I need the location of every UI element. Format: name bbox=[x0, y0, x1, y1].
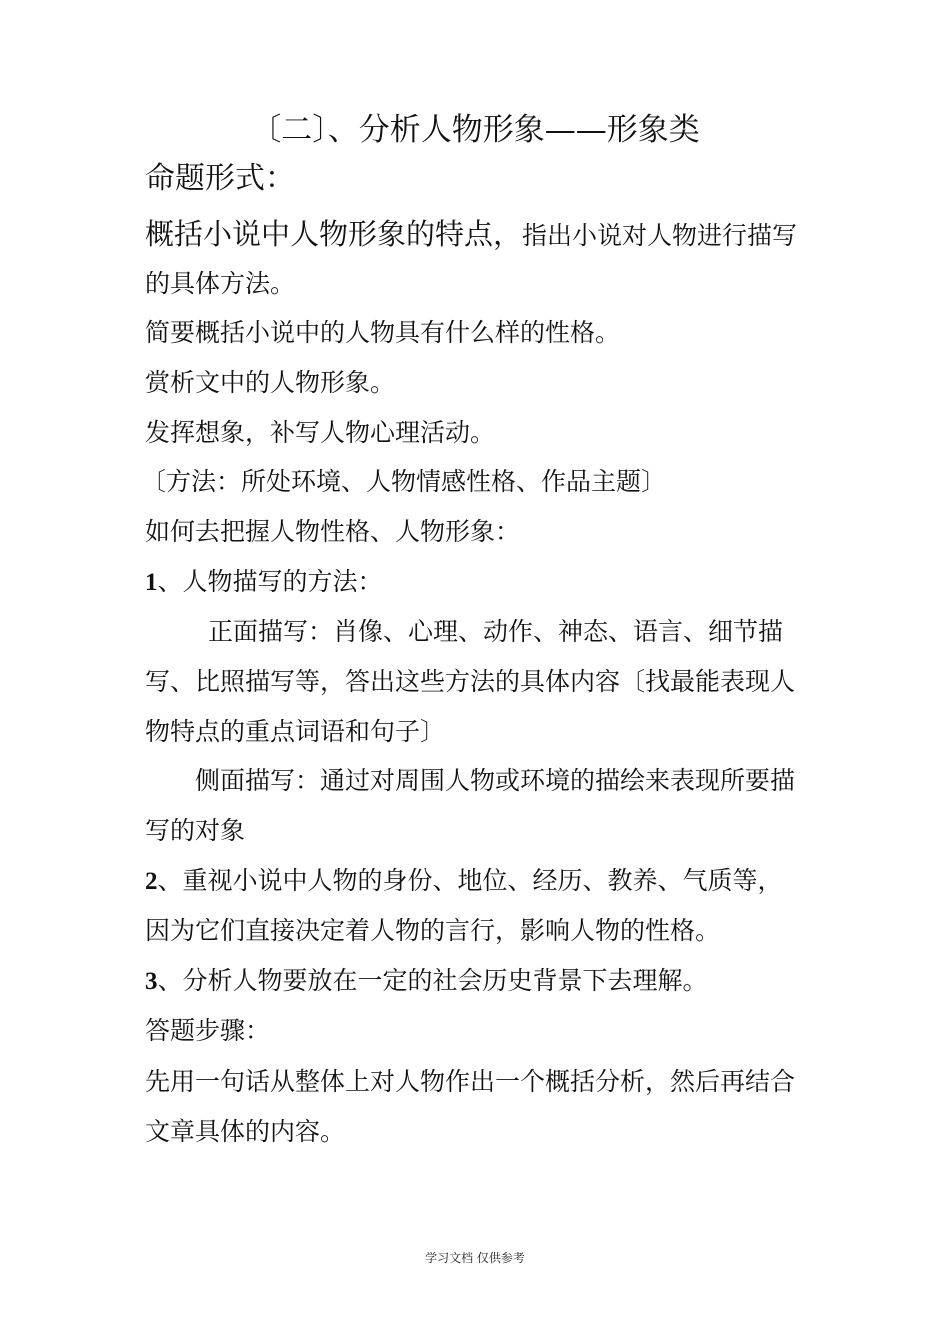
page-title: 〔二〕、分析人物形象——形象类 bbox=[250, 112, 700, 148]
point-3-number: 3 bbox=[145, 968, 158, 995]
point-1-number: 1 bbox=[145, 569, 158, 596]
forms-line-3: 简要概括小说中的人物具有什么样的性格。 bbox=[145, 318, 621, 347]
forms-line-2: 的具体方法。 bbox=[145, 269, 296, 298]
front-desc-line-3: 物特点的重点词语和句子〕 bbox=[145, 717, 446, 746]
how-heading: 如何去把握人物性格、人物形象： bbox=[145, 517, 521, 546]
steps-line-1: 先用一句话从整体上对人物作出一个概括分析，然后再结合 bbox=[145, 1067, 796, 1096]
front-desc-line-1: 正面描写：肖像、心理、动作、神态、语言、细节描 bbox=[208, 617, 784, 646]
side-desc-line-2: 写的对象 bbox=[145, 816, 246, 845]
heading-question-forms: 命题形式： bbox=[145, 161, 295, 196]
point-3 bbox=[145, 966, 708, 997]
forms-line-4: 赏析文中的人物形象。 bbox=[145, 368, 396, 397]
point-1-text: 、人物描写的方法： bbox=[157, 567, 383, 596]
forms-line-1 bbox=[145, 219, 797, 251]
point-2-line-1 bbox=[145, 866, 783, 897]
forms-line-1-large: 概括小说中人物形象的特点， bbox=[145, 217, 523, 251]
page-footer: 学习文档 仅供参考 bbox=[425, 1251, 525, 1265]
point-1 bbox=[145, 567, 383, 598]
side-desc-line-1: 侧面描写：通过对周围人物或环境的描绘来表现所要描 bbox=[195, 766, 796, 795]
steps-heading: 答题步骤： bbox=[145, 1016, 271, 1045]
forms-line-1-rest: 指出小说对人物进行描写 bbox=[522, 221, 798, 250]
forms-line-5: 发挥想象，补写人物心理活动。 bbox=[145, 418, 496, 447]
front-desc-line-2: 写、比照描写等，答出这些方法的具体内容〔找最能表现人 bbox=[145, 667, 796, 696]
steps-line-2: 文章具体的内容。 bbox=[145, 1117, 346, 1146]
point-3-text: 、分析人物要放在一定的社会历史背景下去理解。 bbox=[157, 966, 708, 995]
point-2-line-2: 因为它们直接决定着人物的言行，影响人物的性格。 bbox=[145, 916, 721, 945]
point-2-text: 、重视小说中人物的身份、地位、经历、教养、气质等， bbox=[157, 866, 783, 895]
method-note: 〔方法：所处环境、人物情感性格、作品主题〕 bbox=[141, 467, 667, 496]
point-2-number: 2 bbox=[145, 868, 158, 895]
